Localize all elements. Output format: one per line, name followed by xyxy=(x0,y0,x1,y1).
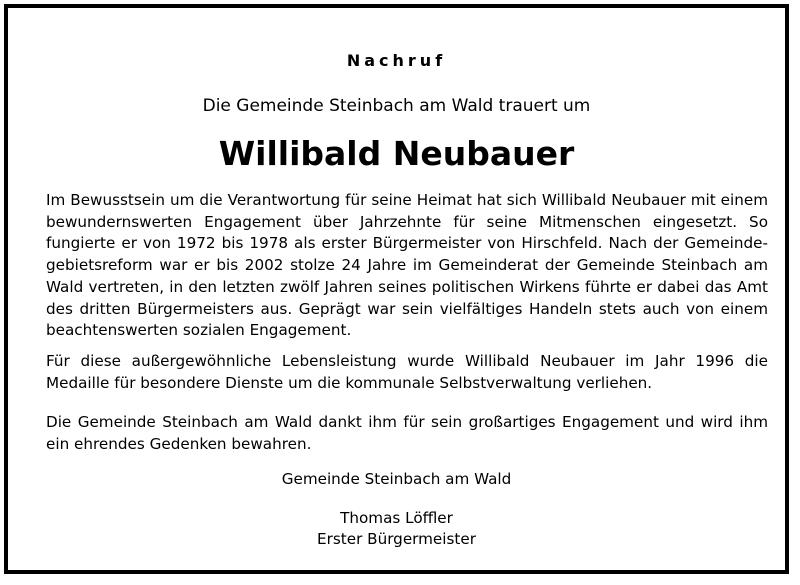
paragraph-biography: Im Bewusstsein um die Verantwortung für seine Heimat hat sich Willibald Neubauer mit einem bewundernswerten Engagement über Jahrzehnte für seine Mitmenschen eingesetzt. So fungierte er von 1972 bis 1978 als erster Bürgermeister von Hirschfeld. Nach der Gemeindegebietsreform war er bis 2002 stolze 24 Jahre im Gemeinderat der Gemeinde Steinbach am Wald vertreten, in den letzten zwölf Jahren seines politischen Wirkens führte er dabei das Amt des dritten Bürgermeisters aus. Geprägt war sein vielfältiges Handeln stets auch von einem beachtenswerten sozialen Engagement. xyxy=(46,191,768,340)
sender-name: Gemeinde Steinbach am Wald xyxy=(281,470,512,488)
paragraph-thanks: Die Gemeinde Steinbach am Wald dankt ihm für sein großartiges Engagement und wird ihm ein ehrendes Gedenken bewahren. xyxy=(46,413,768,453)
paragraph-award: Für diese außergewöhnliche Lebensleistung wurde Willibald Neubauer im Jahr 1996 die Medaille für besondere Dienste um die kommunale Selbstverwaltung verliehen. xyxy=(46,352,768,392)
obituary-notice-frame xyxy=(4,4,789,574)
signatory-name: Thomas Löffler xyxy=(340,509,453,527)
notice-intro: Die Gemeinde Steinbach am Wald trauert um xyxy=(202,96,591,116)
notice-heading: Nachruf xyxy=(346,51,447,70)
deceased-name: Willibald Neubauer xyxy=(218,134,575,173)
signatory-title: Erster Bürgermeister xyxy=(317,530,476,548)
